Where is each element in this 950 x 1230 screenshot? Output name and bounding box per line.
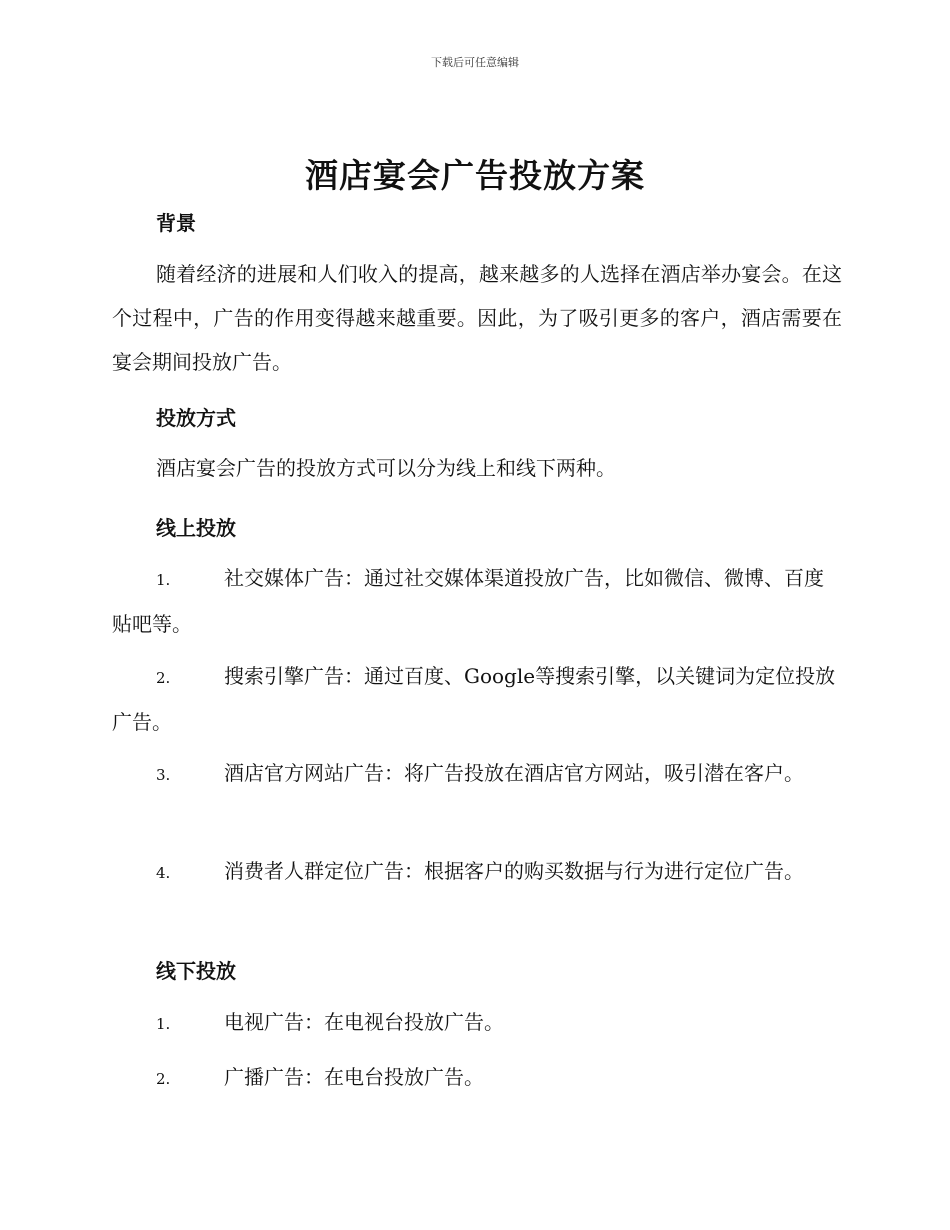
list-item-text: 电视广告：在电视台投放广告。 (224, 1010, 504, 1034)
list-item-text: 搜索引擎广告：通过百度、Google等搜索引擎，以关键词为定位投放广告。 (112, 664, 836, 734)
list-item-number: 4. (156, 864, 171, 882)
section-heading-background: 背景 (156, 211, 196, 235)
section-heading-online: 线上投放 (156, 516, 236, 540)
section-heading-method: 投放方式 (156, 406, 236, 430)
section-heading-offline: 线下投放 (156, 959, 236, 983)
page-header-note: 下载后可任意编辑 (431, 56, 519, 69)
online-list-item (112, 556, 842, 646)
offline-list-item (112, 1055, 842, 1101)
online-list-item (112, 654, 842, 744)
online-list-item (112, 849, 842, 895)
list-item-number: 2. (156, 1070, 171, 1088)
list-item-text: 消费者人群定位广告：根据客户的购买数据与行为进行定位广告。 (224, 859, 804, 883)
background-paragraph: 随着经济的进展和人们收入的提高，越来越多的人选择在酒店举办宴会。在这个过程中，广告的作用变得越来越重要。因此，为了吸引更多的客户，酒店需要在宴会期间投放广告。 (112, 262, 842, 374)
list-item-text: 酒店官方网站广告：将广告投放在酒店官方网站，吸引潜在客户。 (224, 761, 804, 785)
offline-list-item (112, 1000, 842, 1046)
list-item-number: 1. (156, 571, 171, 589)
list-item-text: 社交媒体广告：通过社交媒体渠道投放广告，比如微信、微博、百度贴吧等。 (112, 566, 824, 636)
method-paragraph: 酒店宴会广告的投放方式可以分为线上和线下两种。 (156, 456, 616, 480)
list-item-text: 广播广告：在电台投放广告。 (224, 1065, 484, 1089)
list-item-number: 3. (156, 766, 171, 784)
list-item-number: 1. (156, 1015, 171, 1033)
document-title: 酒店宴会广告投放方案 (305, 156, 645, 195)
list-item-number: 2. (156, 669, 171, 687)
online-list-item (112, 751, 842, 797)
